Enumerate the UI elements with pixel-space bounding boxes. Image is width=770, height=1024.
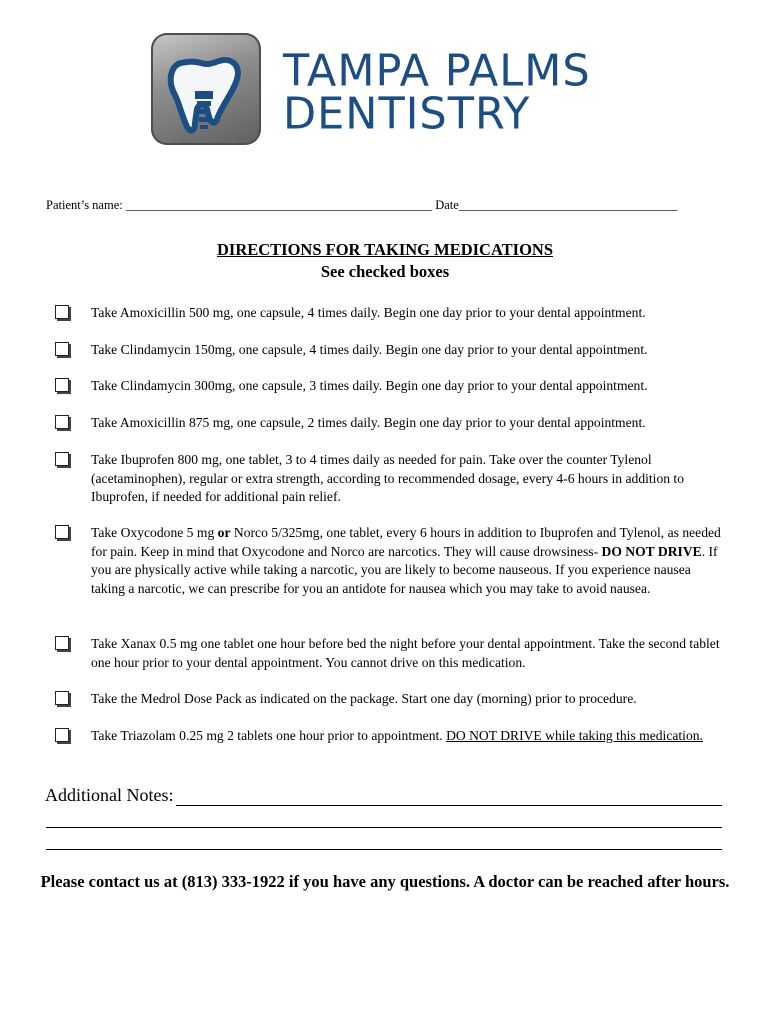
medication-checkbox[interactable] [55,728,69,742]
medication-text [91,524,723,598]
medication-text-part: Take Oxycodone 5 mg [91,525,218,540]
tooth-implant-icon [151,33,261,145]
medication-checkbox[interactable] [55,452,69,466]
patient-name-field[interactable]: _________________________________________________ [125,198,433,212]
medication-text-part: Norco 5/325mg, one tablet, every 6 hours in addition to Ibuprofen and Tylenol, as needed for pain. Keep in mind that Oxycodone and Norco are narcotics. They will cause drowsiness- [91,525,721,559]
medication-checkbox[interactable] [55,691,69,705]
patient-info-row [46,198,678,213]
medication-text-part: . If you are physically active while taking a narcotic, you are likely to become nauseous. If you experience nausea taking a narcotic, we can prescribe for you an antidote for nausea which you may take to avoid nausea. [91,543,718,596]
medication-text: Take Amoxicillin 875 mg, one capsule, 2 times daily. Begin one day prior to your dental appointment. [91,415,646,430]
medication-checkbox[interactable] [55,305,69,319]
medication-text-or: or [217,525,231,540]
page-title: DIRECTIONS FOR TAKING MEDICATIONS [216,240,553,259]
medication-text-warning: DO NOT DRIVE [601,543,702,559]
medication-text: Take Ibuprofen 800 mg, one tablet, 3 to 4 times daily as needed for pain. Take over the counter Tylenol (acetaminophen), regular or extra strength, according to recommended dosage, every 4-6 hours in addition to Ibuprofen, if needed for additional pain relief. [91,452,685,504]
brand-line-2: DENTISTRY [283,88,531,140]
medication-checkbox[interactable] [55,525,69,539]
medication-text: Take Xanax 0.5 mg one tablet one hour before bed the night before your dental appointment. Take the second tablet one hour prior to your dental appointment. You cannot drive on this medication. [91,636,720,670]
medication-text: Take Clindamycin 300mg, one capsule, 3 times daily. Begin one day prior to your dental appointment. [91,378,648,393]
brand-name [283,45,591,140]
medication-text: Take Clindamycin 150mg, one capsule, 4 times daily. Begin one day prior to your dental appointment. [91,342,648,357]
brand-line-1: TAMPA PALMS [283,45,591,97]
medication-text: Take the Medrol Dose Pack as indicated on the package. Start one day (morning) prior to procedure. [91,691,637,706]
medication-text [91,727,723,746]
medication-checkbox[interactable] [55,415,69,429]
patient-name-label: Patient’s name: [46,198,123,212]
contact-message: Please contact us at (813) 333-1922 if you have any questions. A doctor can be reached after hours. [40,872,730,891]
medication-text-part: Take Triazolam 0.25 mg 2 tablets one hour prior to appointment. [91,728,447,743]
medication-checkbox[interactable] [55,378,69,392]
date-label: Date [435,198,459,212]
medication-text: Take Amoxicillin 500 mg, one capsule, 4 times daily. Begin one day prior to your dental appointment. [91,305,646,320]
notes-line[interactable] [46,827,722,828]
notes-line[interactable] [46,849,722,850]
medication-checkbox[interactable] [55,636,69,650]
date-field[interactable]: ___________________________________ [458,198,678,212]
additional-notes-label: Additional Notes: [45,785,174,805]
medication-text-warning: DO NOT DRIVE while taking this medication. [446,728,703,743]
notes-line[interactable] [176,805,722,806]
page-subtitle: See checked boxes [320,262,450,281]
medication-checkbox[interactable] [55,342,69,356]
